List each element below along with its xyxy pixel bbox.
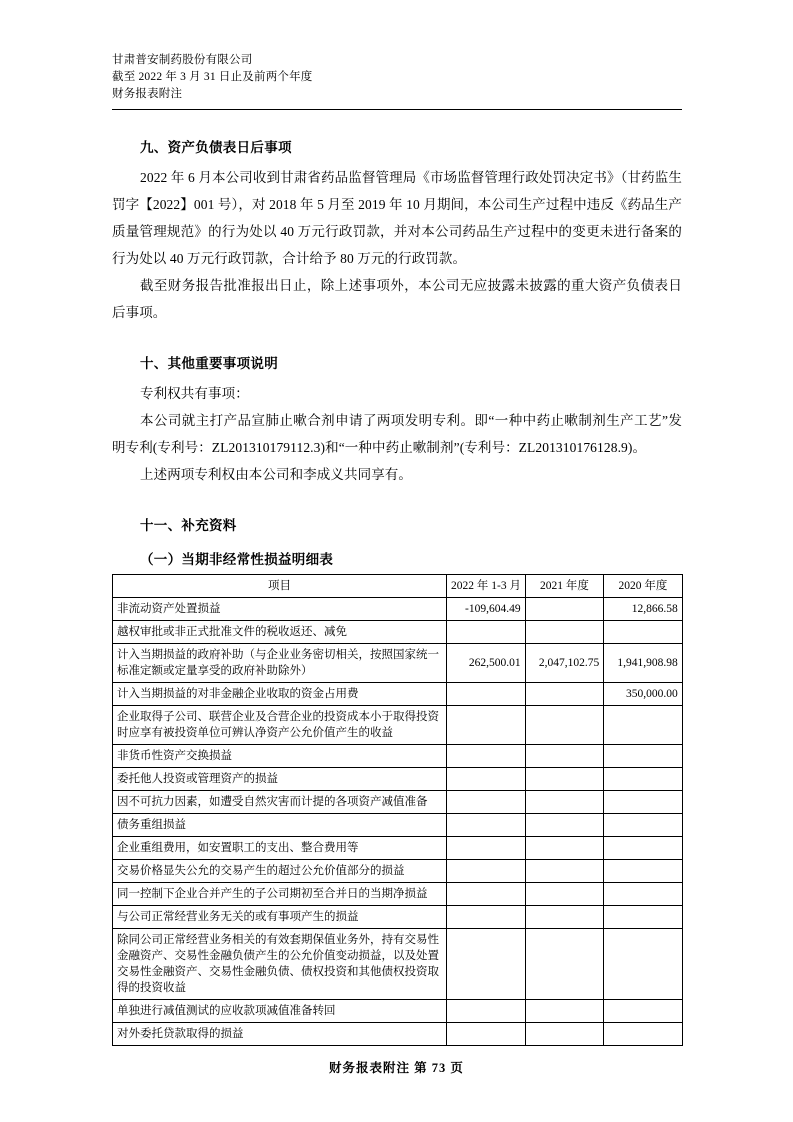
page-content <box>112 52 682 1046</box>
row-item-label: 与公司正常经营业务无关的或有事项产生的损益 <box>113 906 447 929</box>
table-row <box>113 745 683 768</box>
section-nine-paragraph-1: 2022 年 6 月本公司收到甘肃省药品监督管理局《市场监督管理行政处罚决定书》（甘药监生罚字【2022】001 号），对 2018 年 5 月至 2019 年 10 月期间，本公司生产过程中违反《药品生产质量管理规范》的行为处以 40 万元行政罚款，并对本公司药品生产过程中的变更未进行备案的行为处以 40 万元行政罚款，合计给予 80 万元的行政罚款。 <box>112 170 682 266</box>
column-header-item: 项目 <box>113 575 447 598</box>
table-row <box>113 706 683 745</box>
row-item-label: 单独进行减值测试的应收款项减值准备转回 <box>113 1000 447 1023</box>
nonrecurring-profit-loss-table <box>112 574 683 1046</box>
table-row <box>113 683 683 706</box>
row-value-2020 <box>604 883 683 906</box>
table-header-row <box>113 575 683 598</box>
section-heading-ten: 十、其他重要事项说明 <box>140 356 278 371</box>
section-nine-paragraph-2: 截至财务报告批准报出日止，除上述事项外，本公司无应披露未披露的重大资产负债表日后事项。 <box>112 278 682 320</box>
row-value-2022q1 <box>447 768 526 791</box>
table-row <box>113 768 683 791</box>
row-value-2021 <box>525 598 604 621</box>
table-row <box>113 644 683 683</box>
row-value-2020 <box>604 814 683 837</box>
row-value-2022q1: 262,500.01 <box>447 644 526 683</box>
row-value-2022q1 <box>447 883 526 906</box>
row-value-2021 <box>525 1023 604 1046</box>
table-row <box>113 598 683 621</box>
row-item-label: 非流动资产处置损益 <box>113 598 447 621</box>
row-item-label: 计入当期损益的对非金融企业收取的资金占用费 <box>113 683 447 706</box>
row-item-label: 越权审批或非正式批准文件的税收返还、减免 <box>113 621 447 644</box>
row-value-2021 <box>525 791 604 814</box>
row-item-label: 对外委托贷款取得的损益 <box>113 1023 447 1046</box>
table-row <box>113 791 683 814</box>
row-value-2021 <box>525 706 604 745</box>
header-divider <box>112 109 682 110</box>
section-ten-paragraph-2: 本公司就主打产品宣肺止嗽合剂申请了两项发明专利。即“一种中药止嗽制剂生产工艺”发明专利(专利号：ZL201310179112.3)和“一种中药止嗽制剂”(专利号：ZL201310176128.9)。 <box>112 413 682 455</box>
row-value-2021 <box>525 883 604 906</box>
row-item-label: 企业重组费用，如安置职工的支出、整合费用等 <box>113 837 447 860</box>
row-value-2020 <box>604 837 683 860</box>
table-row <box>113 860 683 883</box>
row-value-2020 <box>604 706 683 745</box>
row-item-label: 非货币性资产交换损益 <box>113 745 447 768</box>
header-company: 甘肃普安制药股份有限公司 <box>112 54 253 66</box>
row-value-2020 <box>604 1000 683 1023</box>
row-value-2020 <box>604 860 683 883</box>
row-value-2022q1 <box>447 906 526 929</box>
section-ten-paragraph-3: 上述两项专利权由本公司和李成义共同享有。 <box>140 467 412 482</box>
row-value-2021 <box>525 906 604 929</box>
row-value-2021 <box>525 745 604 768</box>
row-value-2021 <box>525 1000 604 1023</box>
row-value-2022q1 <box>447 621 526 644</box>
row-value-2020 <box>604 1023 683 1046</box>
table-row <box>113 837 683 860</box>
section-ten-paragraph-1: 专利权共有事项： <box>140 386 249 401</box>
row-item-label: 委托他人投资或管理资产的损益 <box>113 768 447 791</box>
row-item-label: 同一控制下企业合并产生的子公司期初至合并日的当期净损益 <box>113 883 447 906</box>
row-value-2020 <box>604 621 683 644</box>
row-value-2020 <box>604 745 683 768</box>
row-value-2022q1 <box>447 1023 526 1046</box>
row-value-2020: 1,941,908.98 <box>604 644 683 683</box>
row-value-2022q1: -109,604.49 <box>447 598 526 621</box>
subsection-heading-one: （一）当期非经常性损益明细表 <box>140 552 334 567</box>
row-value-2020 <box>604 791 683 814</box>
column-header-2022q1: 2022 年 1-3 月 <box>447 575 526 598</box>
row-value-2022q1 <box>447 745 526 768</box>
row-value-2021 <box>525 683 604 706</box>
row-value-2022q1 <box>447 683 526 706</box>
row-value-2021 <box>525 837 604 860</box>
row-value-2020: 350,000.00 <box>604 683 683 706</box>
row-item-label: 计入当期损益的政府补助（与企业业务密切相关，按照国家统一标准定额或定量享受的政府补助除外） <box>113 644 447 683</box>
table-row <box>113 1000 683 1023</box>
section-heading-eleven: 十一、补充资料 <box>140 518 237 533</box>
row-value-2022q1 <box>447 860 526 883</box>
row-value-2021 <box>525 814 604 837</box>
document-header <box>112 52 682 107</box>
row-item-label: 交易价格显失公允的交易产生的超过公允价值部分的损益 <box>113 860 447 883</box>
row-value-2022q1 <box>447 1000 526 1023</box>
table-row <box>113 929 683 1000</box>
section-heading-nine: 九、资产负债表日后事项 <box>140 140 292 155</box>
row-value-2020: 12,866.58 <box>604 598 683 621</box>
row-value-2021 <box>525 860 604 883</box>
table-row <box>113 906 683 929</box>
row-value-2022q1 <box>447 837 526 860</box>
row-value-2021: 2,047,102.75 <box>525 644 604 683</box>
page-footer: 财务报表附注 第 73 页 <box>329 1061 464 1075</box>
row-value-2022q1 <box>447 929 526 1000</box>
row-value-2021 <box>525 929 604 1000</box>
row-item-label: 除同公司正常经营业务相关的有效套期保值业务外，持有交易性金融资产、交易性金融负债产生的公允价值变动损益，以及处置交易性金融资产、交易性金融负债、债权投资和其他债权投资取得的投资收益 <box>113 929 447 1000</box>
column-header-2021: 2021 年度 <box>525 575 604 598</box>
row-value-2020 <box>604 929 683 1000</box>
row-value-2022q1 <box>447 706 526 745</box>
table-row <box>113 621 683 644</box>
row-item-label: 企业取得子公司、联营企业及合营企业的投资成本小于取得投资时应享有被投资单位可辨认净资产公允价值产生的收益 <box>113 706 447 745</box>
row-item-label: 债务重组损益 <box>113 814 447 837</box>
row-value-2021 <box>525 768 604 791</box>
row-value-2022q1 <box>447 791 526 814</box>
table-body <box>113 598 683 1046</box>
row-value-2020 <box>604 906 683 929</box>
row-value-2021 <box>525 621 604 644</box>
row-value-2020 <box>604 768 683 791</box>
header-period: 截至 2022 年 3 月 31 日止及前两个年度 <box>112 71 313 83</box>
column-header-2020: 2020 年度 <box>604 575 683 598</box>
table-row <box>113 883 683 906</box>
row-item-label: 因不可抗力因素，如遭受自然灾害而计提的各项资产减值准备 <box>113 791 447 814</box>
header-subject: 财务报表附注 <box>112 88 183 100</box>
row-value-2022q1 <box>447 814 526 837</box>
table-row <box>113 814 683 837</box>
table-row <box>113 1023 683 1046</box>
